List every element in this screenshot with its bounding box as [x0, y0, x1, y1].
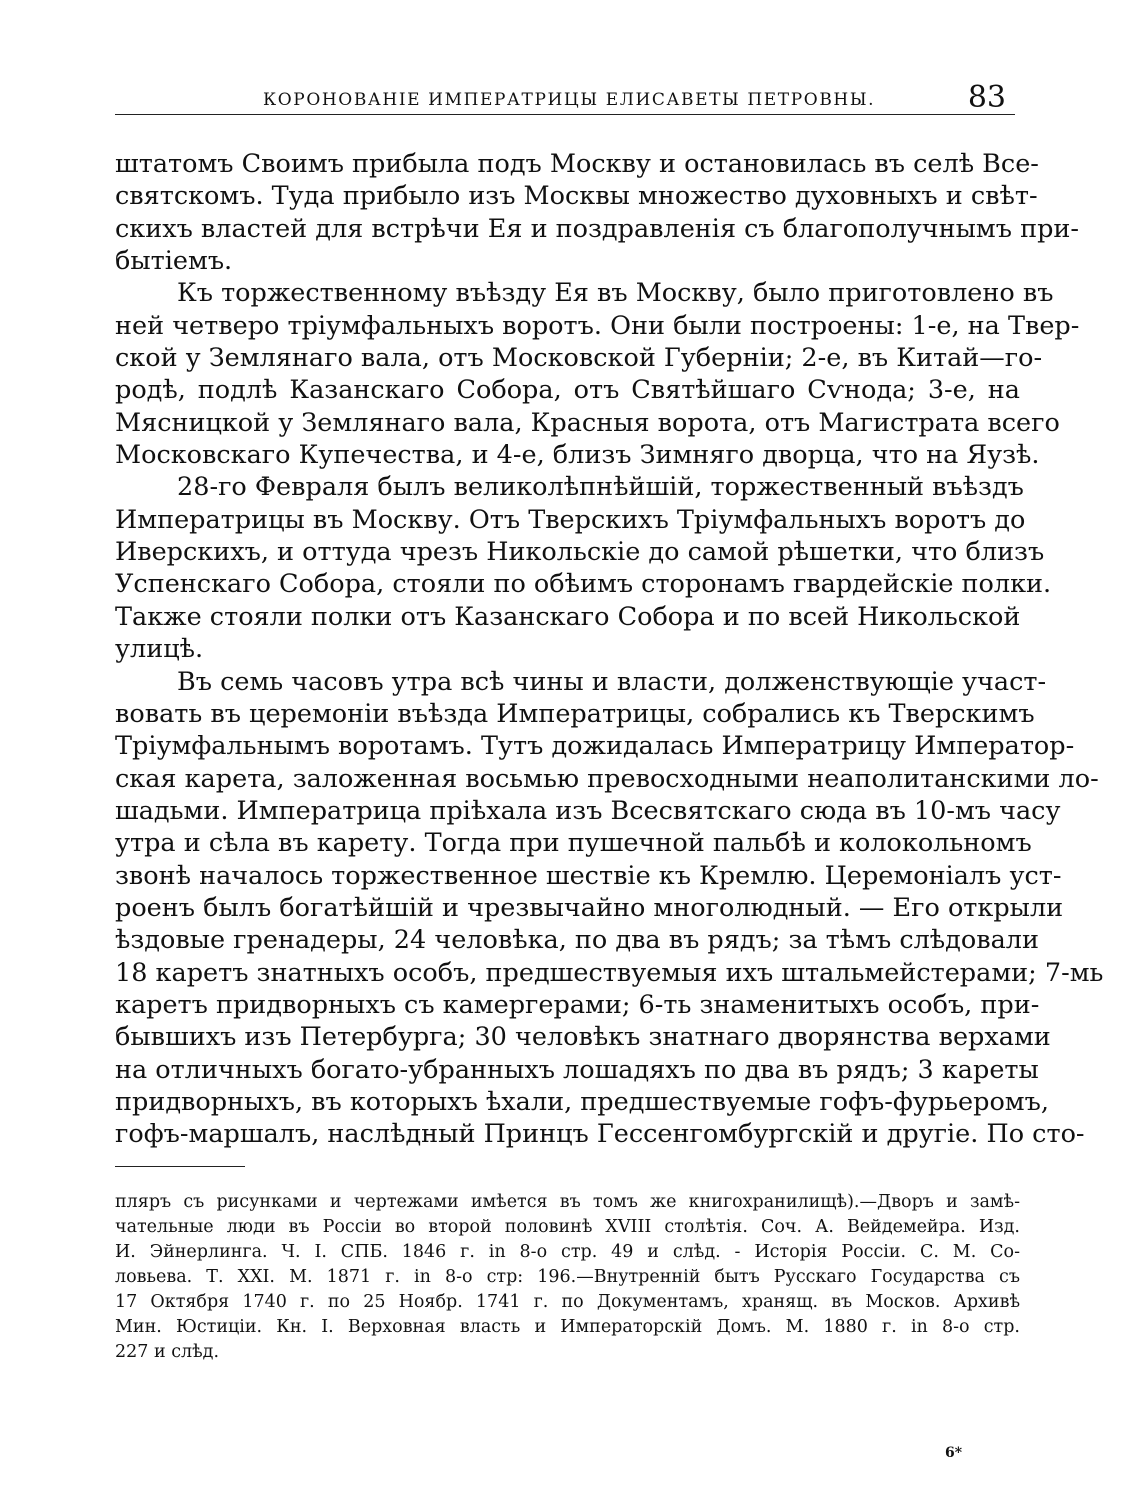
footnote-line: чательные люди въ Россіи во второй половинѣ XVIII столѣтія. Соч. А. Вейдемейра. Изд.: [115, 1217, 1020, 1237]
text-line: улицѣ.: [115, 634, 204, 665]
text-line: Въ семь часовъ утра всѣ чины и власти, долженствующіе участ-: [177, 666, 1047, 697]
text-line: Также стояли полки отъ Казанскаго Собора и по всей Никольской: [115, 601, 1021, 632]
text-line: святскомъ. Туда прибыло изъ Москвы множество духовныхъ и свѣт-: [115, 181, 1038, 212]
footnote-line: Мин. Юстиціи. Кн. I. Верховная власть и Императорскій Домъ. М. 1880 г. in 8-о стр.: [115, 1317, 1020, 1337]
footnote-line: 17 Октября 1740 г. по 25 Ноябр. 1741 г. по Документамъ, хранящ. въ Москов. Архивѣ: [115, 1292, 1020, 1312]
text-line: Мясницкой у Землянаго вала, Красныя ворота, отъ Магистрата всего: [115, 407, 1060, 438]
text-line: родѣ, подлѣ Казанскаго Собора, отъ Святѣйшаго Сѵнода; 3-е, на: [115, 375, 1020, 406]
text-line: утра и сѣла въ карету. Тогда при пушечной пальбѣ и колокольномъ: [115, 828, 1032, 859]
text-line: Успенскаго Собора, стояли по обѣимъ сторонамъ гвардейскіе полки.: [115, 569, 1052, 600]
footnote-line: пляръ съ рисунками и чертежами имѣется въ томъ же книгохранилищѣ).—Дворъ и замѣ-: [115, 1192, 1020, 1212]
text-line: 18 каретъ знатныхъ особъ, предшествуемыя ихъ штальмейстерами; 7-мь: [115, 957, 1104, 988]
text-line: ней четверо тріумфальныхъ воротъ. Они были построены: 1-е, на Твер-: [115, 310, 1080, 341]
text-line: шадьми. Императрица пріѣхала изъ Всесвятскаго сюда въ 10-мъ часу: [115, 795, 1061, 826]
page-number: 83: [967, 80, 1006, 115]
text-line: Къ торжественному въѣзду Ея въ Москву, было приготовлено въ: [177, 278, 1054, 309]
text-line: Императрицы въ Москву. Отъ Тверскихъ Тріумфальныхъ воротъ до: [115, 504, 1026, 535]
running-title: КОРОНОВАНІЕ ИМПЕРАТРИЦЫ ЕЛИСАВЕТЫ ПЕТРОВНЫ.: [263, 90, 876, 110]
text-line: скихъ властей для встрѣчи Ея и поздравленія съ благополучнымъ при-: [115, 213, 1080, 244]
text-line: ской у Землянаго вала, отъ Московской Губерніи; 2-е, въ Китай—го-: [115, 343, 1043, 374]
text-line: 28-го Февраля былъ великолѣпнѣйшій, торжественный въѣздъ: [177, 472, 1024, 503]
text-line: бытіемъ.: [115, 246, 233, 277]
body-text: [115, 148, 1104, 1151]
header-rule: [115, 114, 1015, 115]
text-line: каретъ придворныхъ съ камергерами; 6-ть знаменитыхъ особъ, при-: [115, 989, 1040, 1020]
text-line: ѣздовые гренадеры, 24 человѣка, по два въ рядъ; за тѣмъ слѣдовали: [115, 925, 1039, 956]
footnote-line: И. Эйнерлинга. Ч. I. СПБ. 1846 г. in 8-о стр. 49 и слѣд. - Исторія Россіи. С. М. Со-: [115, 1242, 1020, 1262]
footnote-line: 227 и слѣд.: [115, 1342, 220, 1362]
text-line: роенъ былъ богатѣйшій и чрезвычайно многолюдный. — Его открыли: [115, 892, 1064, 923]
text-line: звонѣ началось торжественное шествіе къ Кремлю. Церемоніалъ уст-: [115, 860, 1062, 891]
signature-mark: 6*: [945, 1445, 963, 1461]
text-line: ская карета, заложенная восьмью превосходными неаполитанскими ло-: [115, 763, 1099, 794]
footnote-rule: [115, 1166, 245, 1167]
text-line: штатомъ Своимъ прибыла подъ Москву и остановилась въ селѣ Все-: [115, 149, 1039, 179]
footnote: [115, 1190, 1020, 1365]
text-line: гофъ-маршалъ, наслѣдный Принцъ Гессенгомбургскій и другіе. По сто-: [115, 1119, 1085, 1150]
text-line: на отличныхъ богато-убранныхъ лошадяхъ по два въ рядъ; 3 кареты: [115, 1054, 1039, 1085]
text-line: Московскаго Купечества, и 4-е, близъ Зимняго дворца, что на Яузѣ.: [115, 440, 1040, 471]
text-line: бывшихъ изъ Петербурга; 30 человѣкъ знатнаго дворянства верхами: [115, 1022, 1051, 1053]
footnote-line: ловьева. Т. XXI. М. 1871 г. in 8-о стр: 196.—Внутренній бытъ Русскаго Государства съ: [115, 1267, 1020, 1287]
text-line: вовать въ церемоніи въѣзда Императрицы, собрались къ Тверскимъ: [115, 698, 1035, 729]
page-header: [115, 80, 1020, 116]
text-line: придворныхъ, въ которыхъ ѣхали, предшествуемые гофъ-фурьеромъ,: [115, 1086, 1049, 1117]
text-line: Тріумфальнымъ воротамъ. Тутъ дожидалась Императрицу Император-: [115, 731, 1075, 762]
text-line: Иверскихъ, и оттуда чрезъ Никольскіе до самой рѣшетки, что близъ: [115, 537, 1045, 568]
